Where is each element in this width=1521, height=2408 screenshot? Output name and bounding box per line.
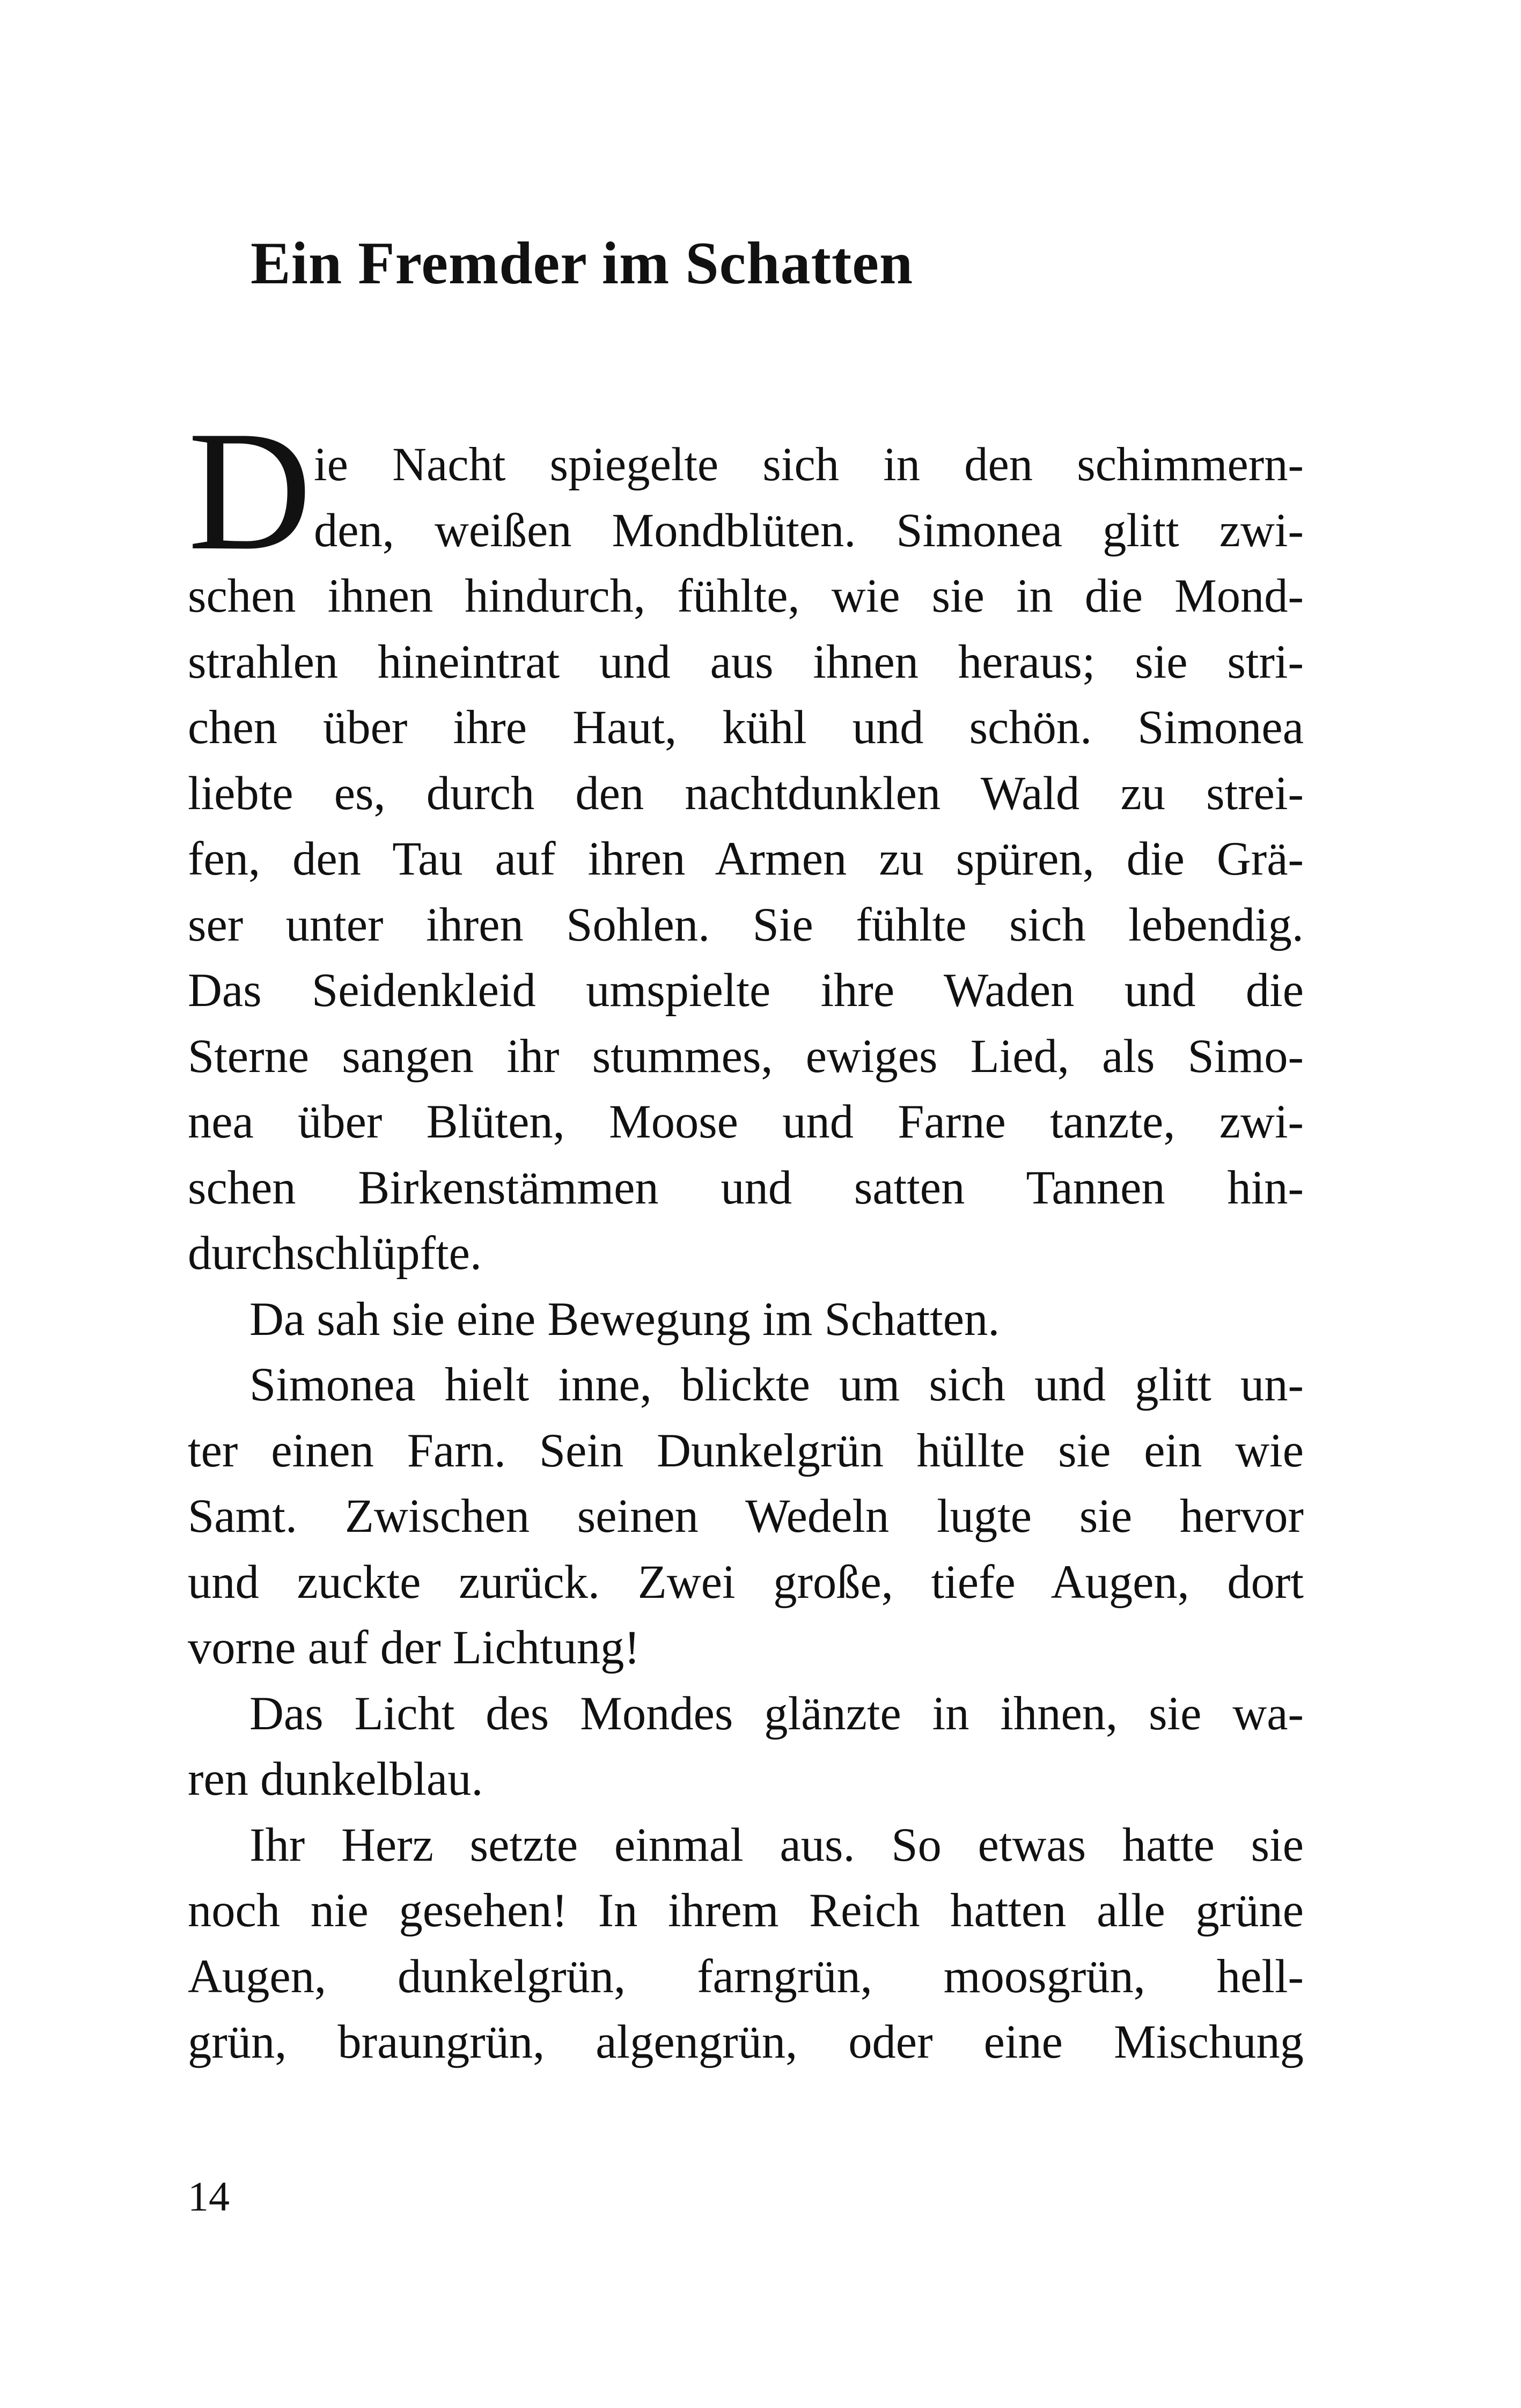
paragraph-4 [188, 1681, 1304, 1812]
text-line: Da sah sie eine Bewegung im Schatten. [249, 1293, 1000, 1346]
paragraph-2 [188, 1287, 1304, 1353]
text-line: Das Licht des Mondes glänzte in ihnen, sie wa- [249, 1687, 1304, 1740]
text-line: fen, den Tau auf ihren Armen zu spüren, die Grä- [188, 833, 1304, 885]
text-line: noch nie gesehen! In ihrem Reich hatten alle grüne [188, 1884, 1304, 1937]
paragraph-3 [188, 1352, 1304, 1681]
page-number: 14 [188, 2173, 230, 2220]
paragraph-1 [188, 432, 1304, 1287]
text-line: ter einen Farn. Sein Dunkelgrün hüllte sie ein wie [188, 1424, 1304, 1477]
text-line: ser unter ihren Sohlen. Sie fühlte sich lebendig. [188, 898, 1304, 951]
text-line: liebte es, durch den nachtdunklen Wald zu strei- [188, 767, 1304, 820]
text-line: ren dunkelblau. [188, 1753, 483, 1805]
text-line: chen über ihre Haut, kühl und schön. Simonea [188, 701, 1304, 754]
text-line: grün, braungrün, algengrün, oder eine Mischung [188, 2016, 1304, 2068]
text-line: Augen, dunkelgrün, farngrün, moosgrün, hell- [188, 1950, 1304, 2003]
text-line: durchschlüpfte. [188, 1227, 482, 1280]
paragraph-5 [188, 1812, 1304, 2075]
text-line: strahlen hineintrat und aus ihnen heraus; sie stri- [188, 635, 1304, 688]
text-line: schen Birkenstämmen und satten Tannen hin- [188, 1161, 1304, 1214]
text-line: schen ihnen hindurch, fühlte, wie sie in die Mond- [188, 570, 1304, 622]
text-line: nea über Blüten, Moose und Farne tanzte, zwi- [188, 1096, 1304, 1148]
text-line: ie Nacht spiegelte sich in den schimmern- [314, 438, 1304, 491]
text-line: den, weißen Mondblüten. Simonea glitt zwi- [314, 504, 1304, 557]
text-line: Samt. Zwischen seinen Wedeln lugte sie hervor [188, 1490, 1304, 1543]
chapter-title: Ein Fremder im Schatten [251, 230, 914, 297]
text-line: und zuckte zurück. Zwei große, tiefe Augen, dort [188, 1555, 1304, 1609]
text-line: Ihr Herz setzte einmal aus. So etwas hatte sie [249, 1818, 1304, 1871]
text-line: vorne auf der Lichtung! [188, 1621, 640, 1674]
text-line: Simonea hielt inne, blickte um sich und glitt un- [249, 1359, 1304, 1411]
text-line: Das Seidenkleid umspielte ihre Waden und die [188, 964, 1304, 1017]
text-line: Sterne sangen ihr stummes, ewiges Lied, als Simo- [188, 1030, 1304, 1083]
body-text [188, 396, 1304, 2075]
drop-cap: D [188, 396, 312, 586]
